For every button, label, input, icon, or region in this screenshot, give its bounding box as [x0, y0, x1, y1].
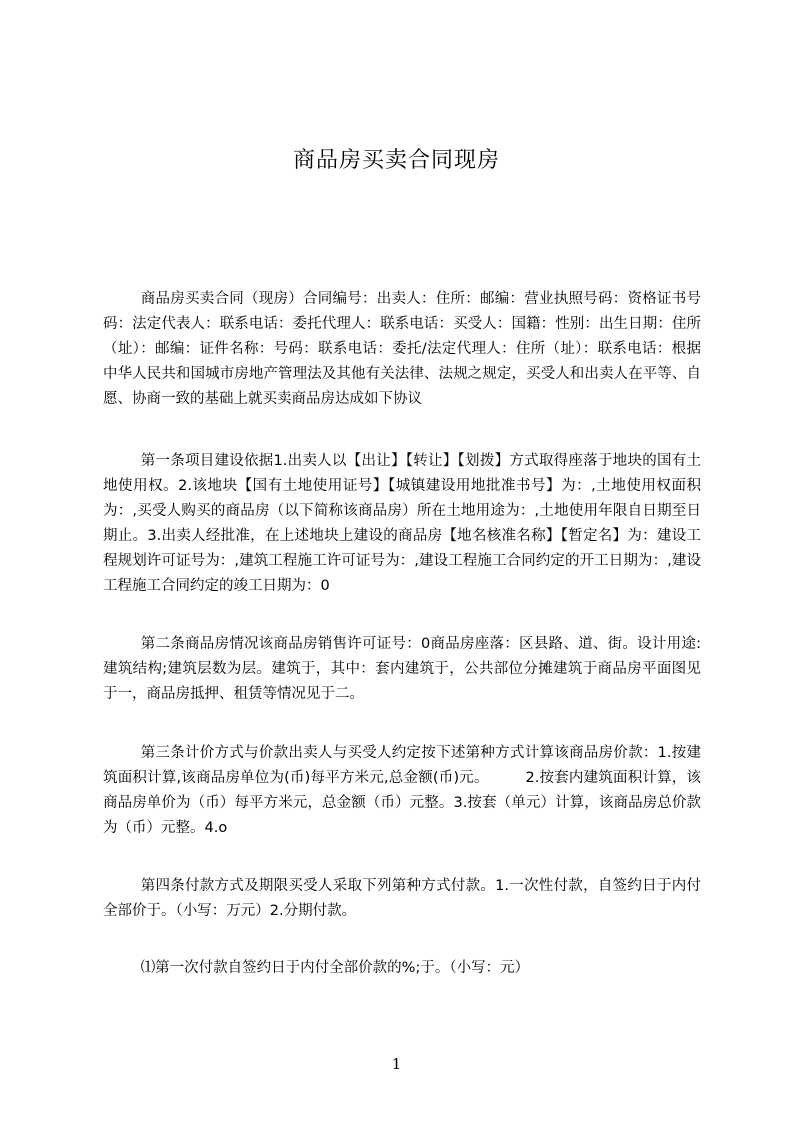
paragraph-article-3: 第三条计价方式与价款出卖人与买受人约定按下述第种方式计算该商品房价款：1.按建筑面积计算,该商品房单位为(币)每平方米元,总金额(币)元。 2.按套内建筑面积计算，该商品房单价为（币）每平方米元，总金额（币）元整。3.按套（单元）计算，该商品房总价款为（币）元整。4.o	[103, 745, 701, 836]
paragraph-article-2: 第二条商品房情况该商品房销售许可证号：0商品房座落：区县路、道、街。设计用途:建筑结构;建筑层数为层。建筑于，其中：套内建筑于，公共部位分摊建筑于商品房平面图见于一，商品房抵押、租赁等情况见于二。	[103, 636, 701, 702]
paragraph-article-1: 第一条项目建设依据1.出卖人以【出让】【转让】【划拨】方式取得座落于地块的国有土地使用权。2.该地块【国有土地使用证号】【城镇建设用地批准书号】为：,土地使用权面积为：,买受人购买的商品房（以下简称该商品房）所在土地用途为：,土地使用年限自日期至日期止。3.出卖人经批准，在上述地块上建设的商品房【地名核准名称】【暂定名】为：建设工程规划许可证号为：,建筑工程施工许可证号为：,建设工程施工合同约定的开工日期为：,建设工程施工合同约定的竣工日期为：0	[103, 453, 701, 594]
paragraph-preamble: 商品房买卖合同（现房）合同编号：出卖人：住所：邮编：营业执照号码：资格证书号码：法定代表人：联系电话：委托代理人：联系电话：买受人：国籍：性别：出生日期：住所（址）：邮编：证件名称：号码：联系电话：委托/法定代理人：住所（址）：联系电话：根据中华人民共和国城市房地产管理法及其他有关法律、法规之规定，买受人和出卖人在平等、自愿、协商一致的基础上就买卖商品房达成如下协议	[103, 291, 701, 407]
paragraph-installment-1: ⑴第一次付款自签约日于内付全部价款的%;于。（小写：元）	[140, 960, 530, 976]
page-number: 1	[391, 1055, 402, 1073]
document-title: 商品房买卖合同现房	[292, 148, 500, 173]
paragraph-article-4: 第四条付款方式及期限买受人采取下列第种方式付款。1.一次性付款，自签约日于内付全部价于。（小写：万元）2.分期付款。	[103, 878, 701, 919]
